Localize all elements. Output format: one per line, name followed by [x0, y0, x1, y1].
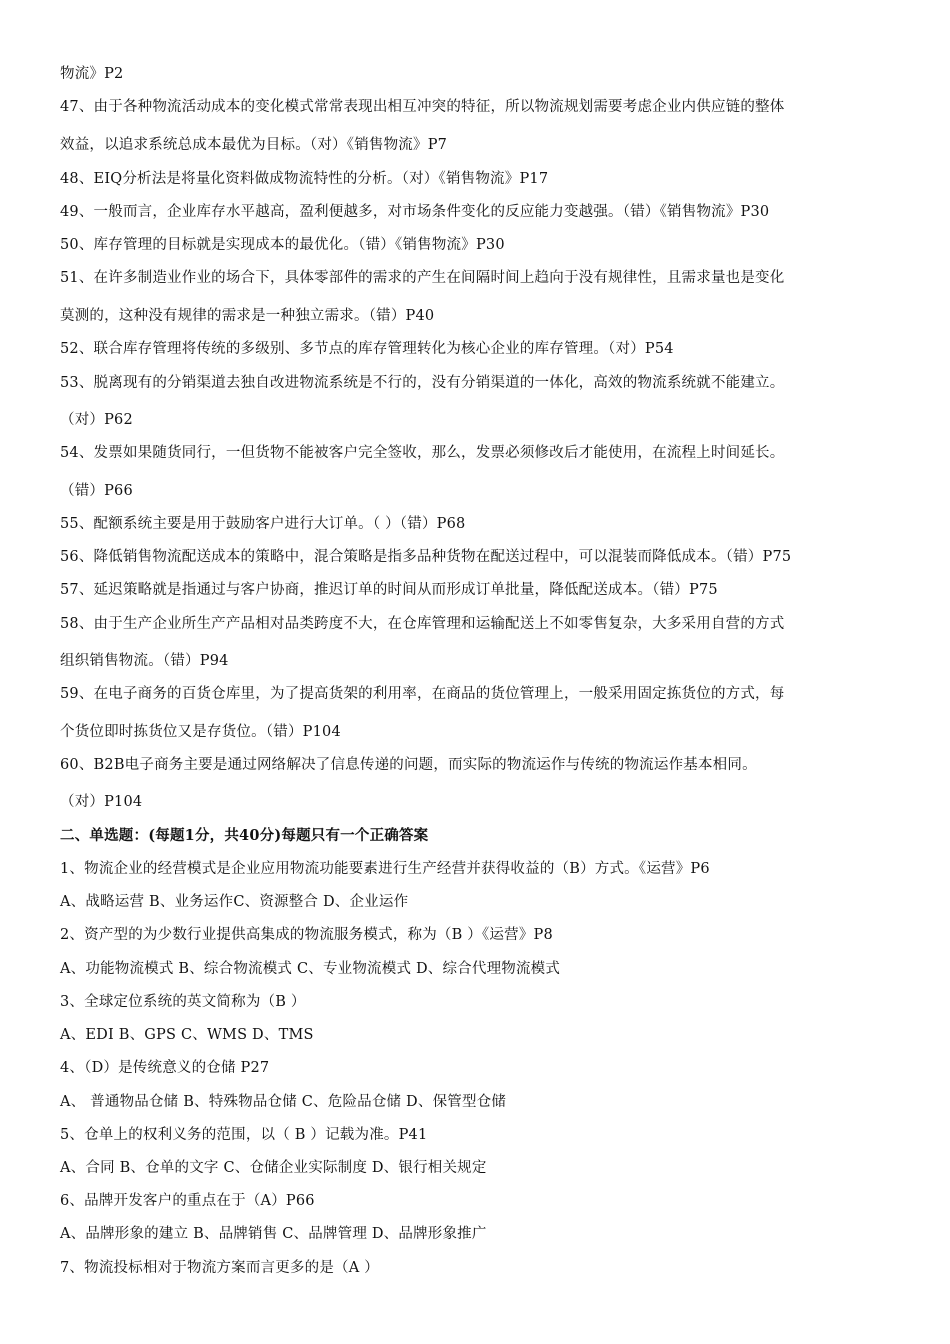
text-line: （对）P62 [60, 412, 133, 428]
text-line: 7、物流投标相对于物流方案而言更多的是（A ） [60, 1260, 379, 1276]
text-line: 3、全球定位系统的英文简称为（B ） [60, 994, 306, 1010]
text-line: 55、配额系统主要是用于鼓励客户进行大订单。（ ）（错）P68 [60, 516, 466, 532]
text-line: 56、降低销售物流配送成本的策略中，混合策略是指多品种货物在配送过程中，可以混装而降低成本。（错）P75 [60, 549, 792, 565]
text-line: 物流》P2 [60, 66, 124, 82]
text-line: 效益，以追求系统总成本最优为目标。（对）《销售物流》P7 [60, 137, 448, 153]
text-line: 莫测的，这种没有规律的需求是一种独立需求。（错）P40 [60, 308, 435, 324]
text-line: 60、B2B电子商务主要是通过网络解决了信息传递的问题，而实际的物流运作与传统的物流运作基本相同。 [60, 757, 757, 773]
text-line: 47、由于各种物流活动成本的变化模式常常表现出相互冲突的特征，所以物流规划需要考虑企业内供应链的整体 [60, 99, 785, 115]
text-line: A、 普通物品仓储 B、特殊物品仓储 C、危险品仓储 D、保管型仓储 [60, 1094, 507, 1110]
text-line: 个货位即时拣货位又是存货位。（错）P104 [60, 724, 341, 740]
text-line: A、品牌形象的建立 B、品牌销售 C、品牌管理 D、品牌形象推广 [60, 1226, 487, 1242]
section-heading: 二、单选题：(每题1分，共40分)每题只有一个正确答案 [60, 827, 429, 844]
text-line: 50、库存管理的目标就是实现成本的最优化。（错）《销售物流》P30 [60, 237, 505, 253]
text-line: A、功能物流模式 B、综合物流模式 C、专业物流模式 D、综合代理物流模式 [60, 961, 561, 977]
text-line: A、战略运营 B、业务运作C、资源整合 D、企业运作 [60, 894, 409, 910]
text-line: 53、脱离现有的分销渠道去独自改进物流系统是不行的，没有分销渠道的一体化，高效的物流系统就不能建立。 [60, 375, 785, 391]
text-line: 6、品牌开发客户的重点在于（A）P66 [60, 1193, 315, 1209]
text-line: A、EDI B、GPS C、WMS D、TMS [60, 1027, 314, 1043]
text-line: 51、在许多制造业作业的场合下，具体零部件的需求的产生在间隔时间上趋向于没有规律性，且需求量也是变化 [60, 270, 785, 286]
text-line: 48、EIQ分析法是将量化资料做成物流特性的分析。（对）《销售物流》P17 [60, 171, 549, 187]
text-line: 5、仓单上的权利义务的范围，以（ B ）记载为准。P41 [60, 1127, 428, 1143]
text-line: 52、联合库存管理将传统的多级别、多节点的库存管理转化为核心企业的库存管理。（对）P54 [60, 341, 674, 357]
text-line: （对）P104 [60, 794, 143, 810]
text-line: 54、发票如果随货同行，一但货物不能被客户完全签收，那么，发票必须修改后才能使用，在流程上时间延长。 [60, 445, 785, 461]
text-line: 49、一般而言，企业库存水平越高，盈利便越多，对市场条件变化的反应能力变越强。（错）《销售物流》P30 [60, 204, 770, 220]
text-line: 组织销售物流。（错）P94 [60, 653, 229, 669]
text-line: （错）P66 [60, 483, 133, 499]
text-line: 4、（D）是传统意义的仓储 P27 [60, 1060, 270, 1076]
text-line: 58、由于生产企业所生产产品相对品类跨度不大，在仓库管理和运输配送上不如零售复杂，大多采用自营的方式 [60, 616, 785, 632]
text-line: 59、在电子商务的百货仓库里，为了提高货架的利用率，在商品的货位管理上，一般采用固定拣货位的方式，每 [60, 686, 785, 702]
text-line: 57、延迟策略就是指通过与客户协商，推迟订单的时间从而形成订单批量，降低配送成本。（错）P75 [60, 582, 718, 598]
text-line: 1、物流企业的经营模式是企业应用物流功能要素进行生产经营并获得收益的（B）方式。《运营》P6 [60, 861, 710, 877]
text-line: A、合同 B、仓单的文字 C、仓储企业实际制度 D、银行相关规定 [60, 1160, 487, 1176]
text-line: 2、资产型的为少数行业提供高集成的物流服务模式，称为（B ）《运营》P8 [60, 927, 553, 943]
